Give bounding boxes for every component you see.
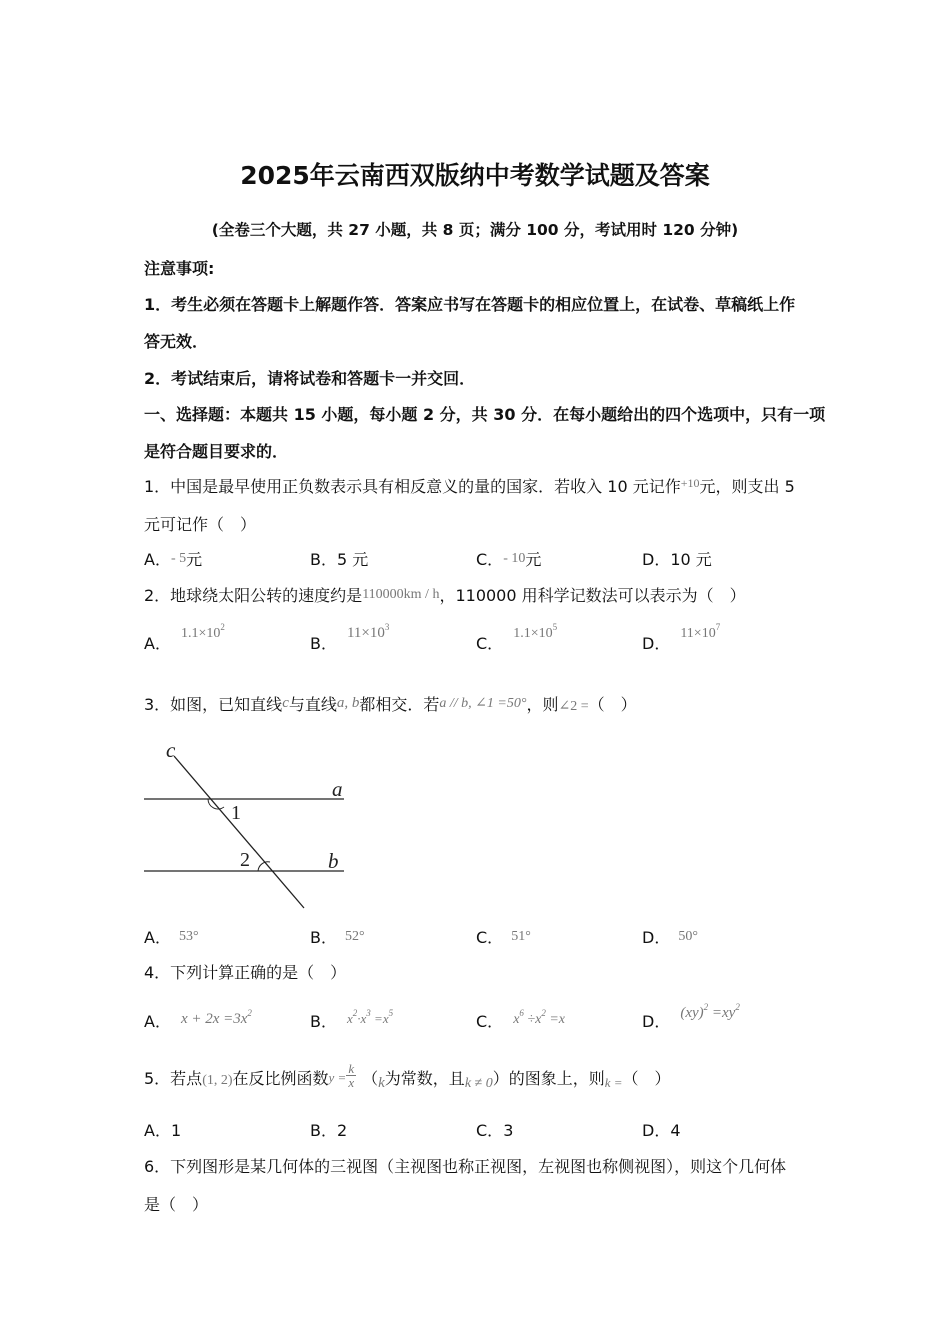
note-2: 2．考试结束后，请将试卷和答题卡一并交回． bbox=[144, 369, 476, 388]
q5-option-b: B．2 bbox=[310, 1121, 348, 1140]
question-2-stem: 2．地球绕太阳公转的速度约是110000km / h，110000 用科学记数法可以表示为（ ） bbox=[144, 586, 746, 605]
angle-1-arc bbox=[208, 799, 224, 809]
question-1-stem bbox=[144, 474, 795, 497]
note-1-line-2: 答无效． bbox=[144, 332, 209, 351]
q1-option-c: C．- 10元 bbox=[476, 550, 542, 569]
q5-option-d: D．4 bbox=[642, 1121, 681, 1140]
label-b: b bbox=[328, 849, 339, 873]
q1-text-b: 元，则支出 5 bbox=[699, 477, 795, 496]
label-angle-2: 2 bbox=[240, 849, 250, 871]
q4-option-d: D． $(xy)^2 =xy^2$ bbox=[642, 1002, 740, 1031]
q5-option-a: A．1 bbox=[144, 1121, 182, 1140]
q2-option-a: A．$1.1\times 10^2$ bbox=[144, 622, 225, 653]
label-angle-1: 1 bbox=[231, 802, 241, 824]
parallel-lines-figure bbox=[140, 740, 360, 915]
question-1-stem-line-2: 元可记作（ ） bbox=[144, 515, 257, 534]
section-1-line-2: 是符合题目要求的． bbox=[144, 442, 289, 461]
q3-option-b: B． 52° bbox=[310, 928, 365, 947]
question-6-stem-line-2: 是（ ） bbox=[144, 1195, 209, 1214]
q3-option-d: D． 50° bbox=[642, 928, 698, 947]
q1-option-a: A．- 5元 bbox=[144, 550, 203, 569]
q4-option-a: A． $x + 2x =3x^2$ bbox=[144, 1008, 252, 1031]
page-title: 2025年云南西双版纳中考数学试题及答案 bbox=[240, 161, 710, 190]
question-6-stem: 6．下列图形是某几何体的三视图（主视图也称正视图，左视图也称侧视图），则这个几何体 bbox=[144, 1157, 787, 1176]
q2-option-d: D．$11\times 10^7$ bbox=[642, 622, 721, 653]
note-1-line-1: 1．考生必须在答题卡上解题作答．答案应书写在答题卡的相应位置上，在试卷、草稿纸上作 bbox=[144, 295, 796, 314]
question-4-stem: 4．下列计算正确的是（ ） bbox=[144, 963, 347, 982]
label-c: c bbox=[166, 740, 176, 762]
q1-text-a: 1．中国是最早使用正负数表示具有相反意义的量的国家．若收入 10 元记作 bbox=[144, 477, 681, 496]
notes-heading: 注意事项: bbox=[144, 259, 215, 278]
question-5-stem: 5．若点(1, 2)在反比例函数y = $\frac{k}{x}$ （k为常数，且k ≠ 0）的图象上，则k =（ ） bbox=[144, 1061, 671, 1091]
q2-option-b: B．$11\times 10^3$ bbox=[310, 622, 390, 653]
q4-option-b: B． $^{x^2\cdot x^3 =x^5}$ bbox=[310, 1008, 394, 1031]
q5-option-c: C．3 bbox=[476, 1121, 514, 1140]
q1-option-b: B．5 元 bbox=[310, 550, 369, 569]
q1-math: +10 bbox=[680, 476, 700, 490]
q2-option-c: C．$1.1\times 10^5$ bbox=[476, 622, 558, 653]
exam-info: (全卷三个大题，共 27 小题，共 8 页；满分 100 分，考试用时 120 分钟) bbox=[211, 221, 739, 239]
q2-math: 110000km / h bbox=[362, 587, 440, 602]
question-3-stem: 3．如图，已知直线c与直线a, b都相交．若a // b, ∠1 =50°，则∠2 =（ ） bbox=[144, 695, 637, 714]
q4-option-c: C． $x^6 \div x^2 =x$ bbox=[476, 1008, 565, 1031]
line-c bbox=[174, 756, 304, 908]
section-1-line-1: 一、选择题：本题共 15 小题，每小题 2 分，共 30 分．在每小题给出的四个选项中，只有一项 bbox=[144, 405, 826, 424]
q3-option-a: A． 53° bbox=[144, 928, 199, 947]
label-a: a bbox=[332, 777, 343, 801]
q3-option-c: C． 51° bbox=[476, 928, 531, 947]
q1-option-d: D．10 元 bbox=[642, 550, 712, 569]
